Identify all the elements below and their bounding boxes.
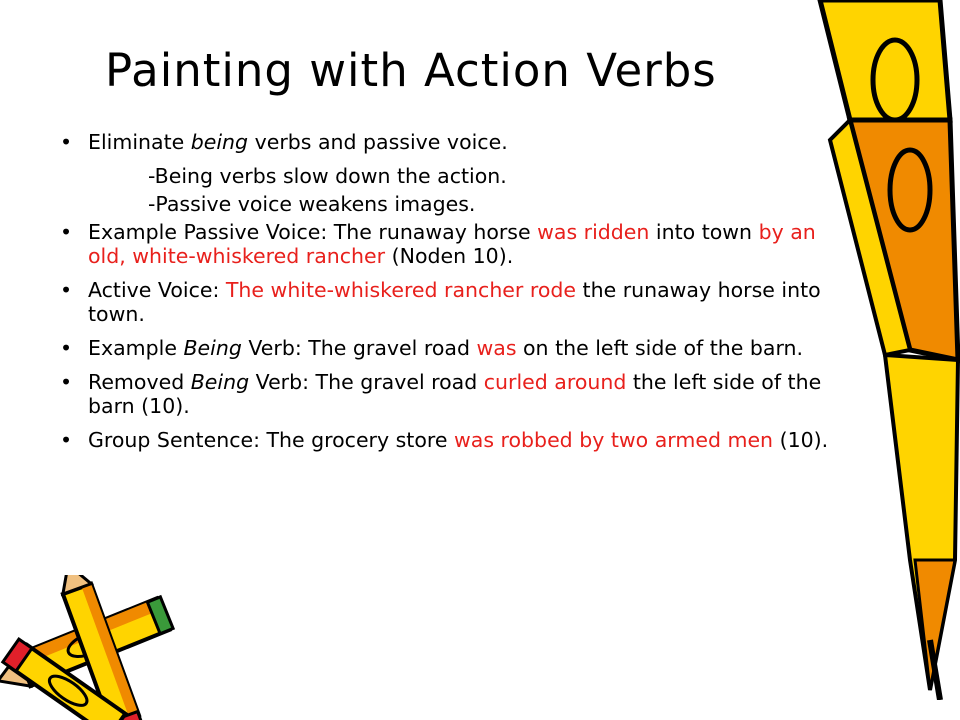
text-segment: on the left side of the barn. <box>516 336 804 360</box>
text-segment: Being <box>190 370 250 394</box>
text-segment: -Passive voice weakens images. <box>148 192 476 216</box>
bullet-item <box>60 278 830 326</box>
text-segment: Group Sentence: The grocery store <box>88 428 454 452</box>
bullet-item <box>60 130 830 154</box>
bullet-item <box>60 336 830 360</box>
bullet-item <box>60 220 830 268</box>
text-segment: the runaway horse into town. <box>88 278 821 326</box>
text-segment: Verb: The gravel road <box>249 370 484 394</box>
sub-point <box>60 192 830 216</box>
text-segment: Verb: The gravel road <box>241 336 477 360</box>
bullet-item <box>60 428 830 452</box>
slide-body <box>60 130 830 462</box>
text-segment: Eliminate <box>88 130 191 154</box>
slide-title: Painting with Action Verbs <box>105 44 717 97</box>
text-segment: -Being verbs slow down the action. <box>148 164 507 188</box>
text-segment: (10). <box>773 428 829 452</box>
text-segment: (Noden 10). <box>385 244 514 268</box>
highlighted-text: The white-whiskered rancher rode <box>225 278 577 302</box>
bullet-marker: • <box>60 220 73 244</box>
text-segment: being <box>190 130 249 154</box>
highlighted-text: was ridden <box>537 220 650 244</box>
bullet-marker: • <box>60 428 73 452</box>
highlighted-text: was robbed by two armed men <box>454 428 774 452</box>
bullet-marker: • <box>60 130 73 154</box>
bullet-marker: • <box>60 278 73 302</box>
text-segment: the left side of the barn (10). <box>88 370 822 418</box>
text-segment: Active Voice: <box>88 278 226 302</box>
bullet-item <box>60 370 830 418</box>
text-segment: Being <box>183 336 242 360</box>
bullet-marker: • <box>60 370 73 394</box>
bullet-marker: • <box>60 336 73 360</box>
crossed-pencils-clipart-icon <box>0 575 200 720</box>
text-segment: Example Passive Voice: The runaway horse <box>88 220 538 244</box>
text-segment: Example <box>88 336 184 360</box>
text-segment: into town <box>649 220 759 244</box>
sub-point <box>60 164 830 188</box>
highlighted-text: was <box>476 336 517 360</box>
highlighted-text: by an old, white-whiskered rancher <box>88 220 816 268</box>
text-segment: verbs and passive voice. <box>248 130 508 154</box>
highlighted-text: curled around <box>483 370 627 394</box>
text-segment: Removed <box>88 370 191 394</box>
